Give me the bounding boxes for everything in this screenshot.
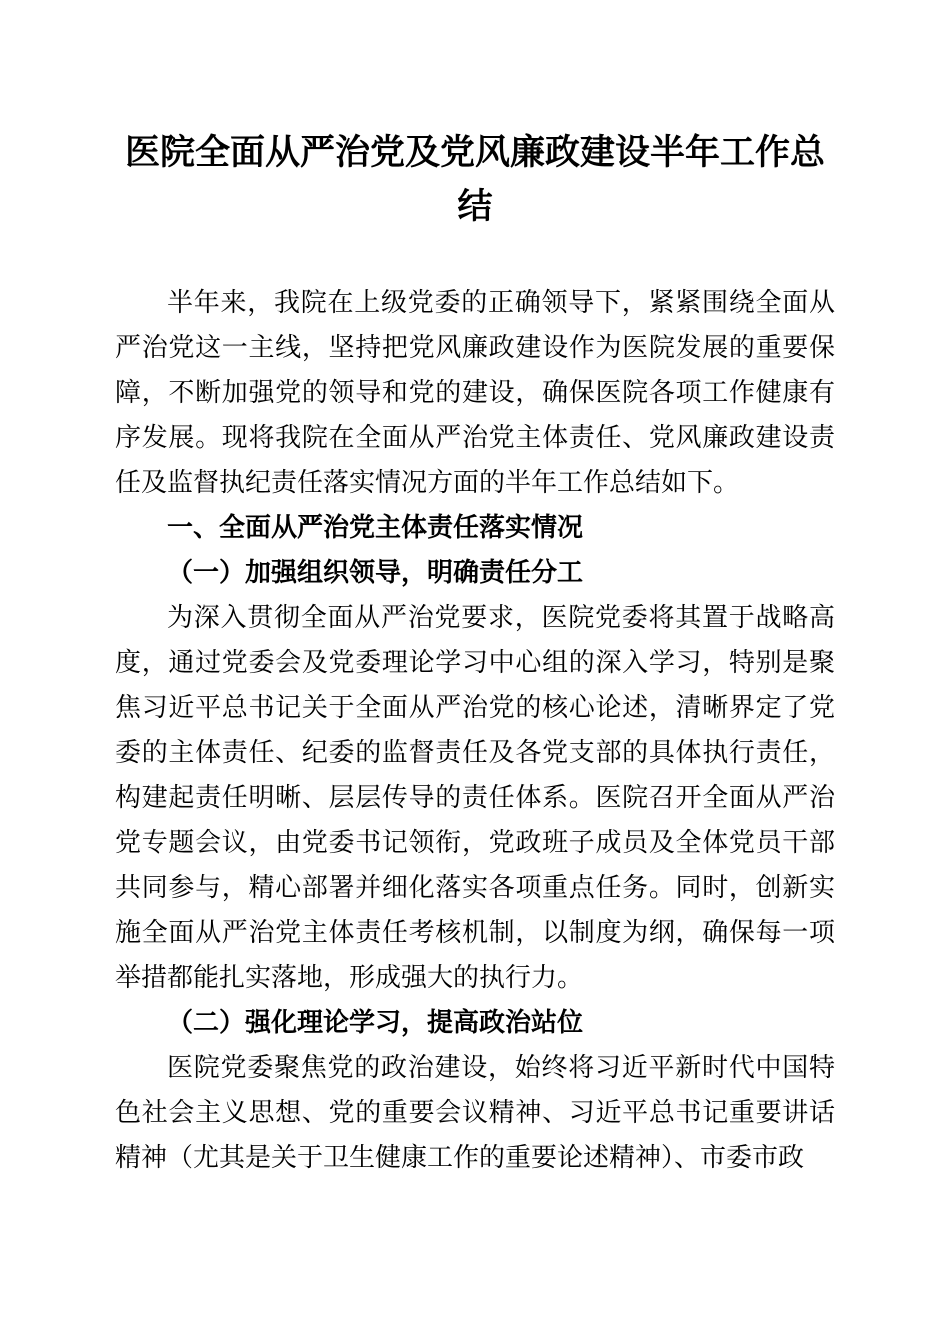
document-title: 医院全面从严治党及党风廉政建设半年工作总结: [124, 133, 825, 226]
paragraph-section-1-1: 为深入贯彻全面从严治党要求，医院党委将其置于战略高度，通过党委会及党委理论学习中心组的深入学习，特别是聚焦习近平总书记关于全面从严治党的核心论述，清晰界定了党委的主体责任、纪委的监督责任及各党支部的具体执行责任，构建起责任明晰、层层传导的责任体系。医院召开全面从严治党专题会议，由党委书记领衔，党政班子成员及全体党员干部共同参与，精心部署并细化落实各项重点任务。同时，创新实施全面从严治党主体责任考核机制，以制度为纲，确保每一项举措都能扎实落地，形成强大的执行力。: [115, 603, 835, 992]
paragraph-section-1-2: 医院党委聚焦党的政治建设，始终将习近平新时代中国特色社会主义思想、党的重要会议精神、习近平总书记重要讲话精神（尤其是关于卫生健康工作的重要论述精神）、市委市政: [115, 1053, 835, 1172]
section-heading-1: 一、全面从严治党主体责任落实情况: [167, 512, 584, 542]
subsection-heading-1-2: （二）强化理论学习，提高政治站位: [167, 1008, 584, 1037]
paragraph-intro: 半年来，我院在上级党委的正确领导下，紧紧围绕全面从严治党这一主线，坚持把党风廉政建设作为医院发展的重要保障，不断加强党的领导和党的建设，确保医院各项工作健康有序发展。现将我院在全面从严治党主体责任、党风廉政建设责任及监督执纪责任落实情况方面的半年工作总结如下。: [115, 288, 835, 497]
subsection-heading-1-1: （一）加强组织领导，明确责任分工: [167, 558, 584, 587]
document-body: [115, 280, 835, 1180]
